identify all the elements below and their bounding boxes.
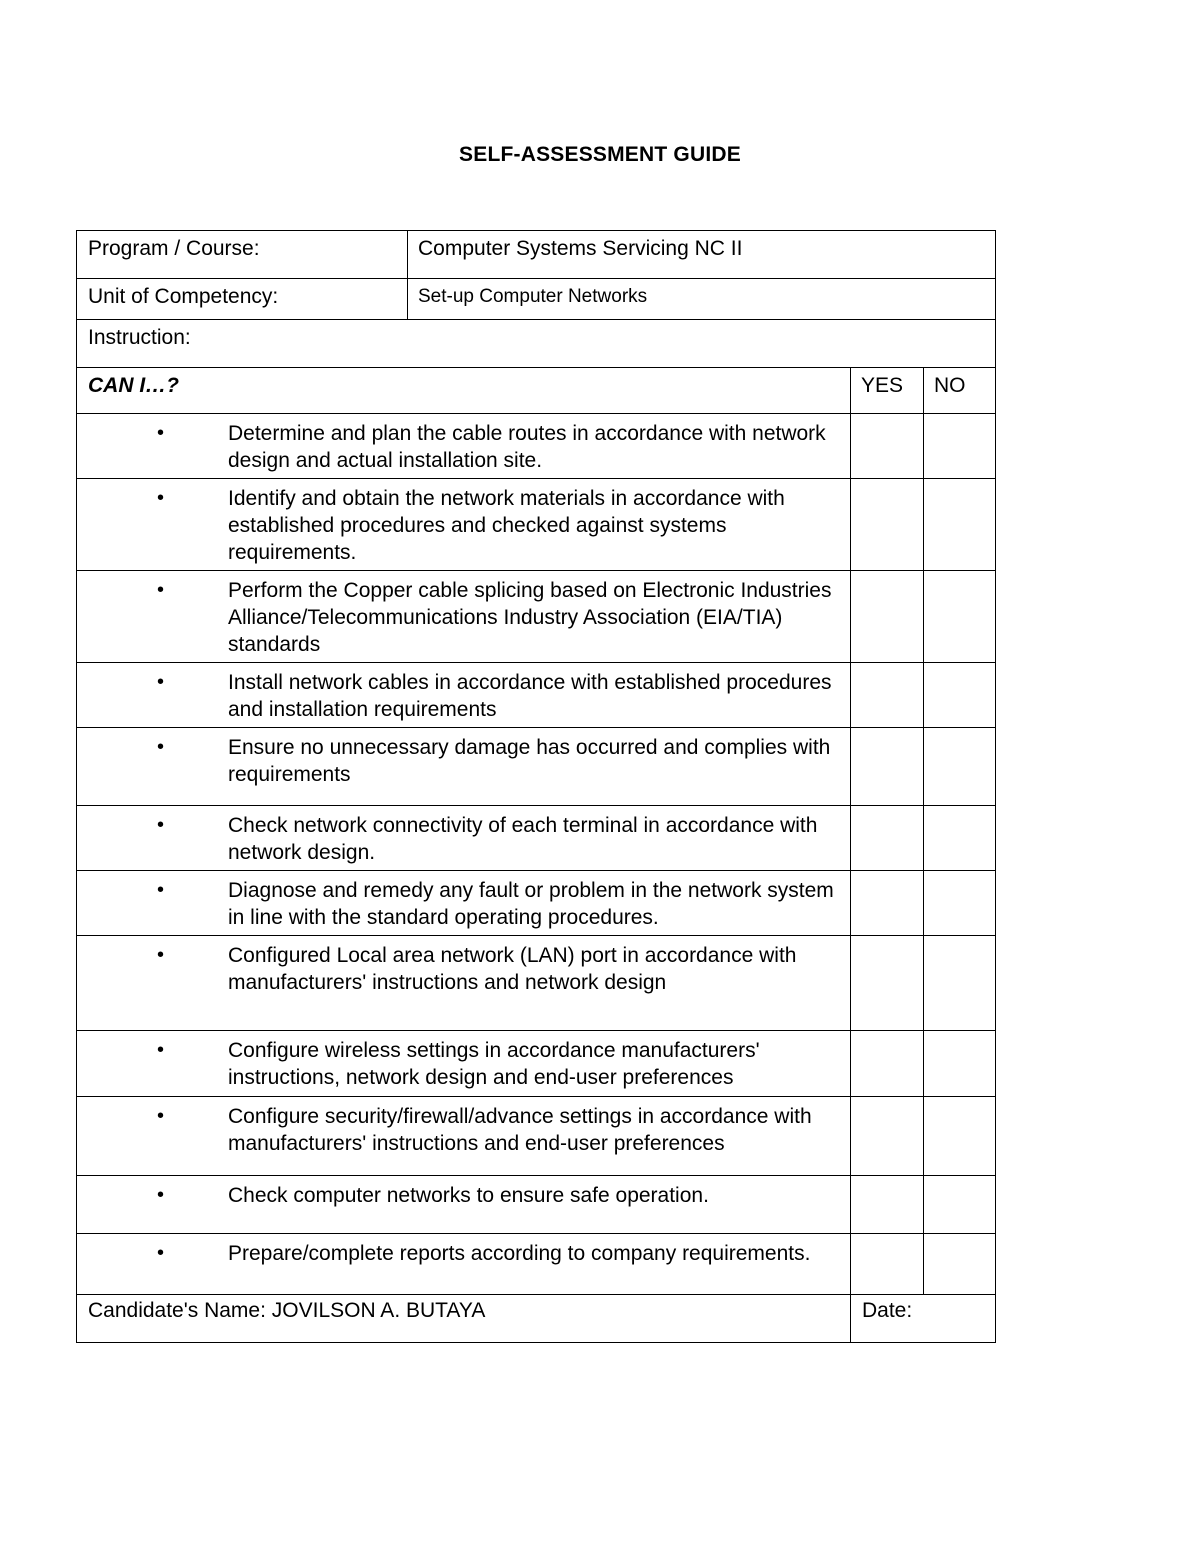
checklist-row — [77, 663, 996, 728]
bullet-icon: • — [157, 1039, 165, 1061]
checklist-item — [77, 806, 851, 871]
no-checkbox-cell[interactable] — [924, 663, 996, 728]
checklist-item-text: Configured Local area network (LAN) port in accordance with manufacturers' instructions and network design — [228, 944, 797, 994]
checklist-item — [77, 1176, 851, 1234]
checklist-item-text: Identify and obtain the network materials in accordance with established procedures and checked against systems requirements. — [228, 487, 785, 564]
checklist-item-text: Ensure no unnecessary damage has occurred and complies with requirements — [228, 736, 831, 786]
checklist-item — [77, 1097, 851, 1176]
no-checkbox-cell[interactable] — [924, 1176, 996, 1234]
checklist-item — [77, 414, 851, 479]
yes-checkbox-cell[interactable] — [851, 479, 924, 571]
bullet-icon: • — [157, 1105, 165, 1127]
unit-label: Unit of Competency: — [77, 279, 408, 320]
checklist-item — [77, 871, 851, 936]
checklist-item — [77, 571, 851, 663]
program-label: Program / Course: — [77, 231, 408, 279]
bullet-icon: • — [157, 487, 165, 509]
checklist-item-text: Check computer networks to ensure safe operation. — [228, 1184, 709, 1207]
checklist-row — [77, 936, 996, 1031]
checklist-row — [77, 414, 996, 479]
checklist-item-text: Check network connectivity of each terminal in accordance with network design. — [228, 814, 818, 864]
unit-row — [77, 279, 996, 320]
bullet-icon: • — [157, 1242, 165, 1264]
checklist-item — [77, 728, 851, 806]
yes-checkbox-cell[interactable] — [851, 571, 924, 663]
program-row — [77, 231, 996, 279]
yes-checkbox-cell[interactable] — [851, 1234, 924, 1295]
checklist-item-text: Configure security/firewall/advance settings in accordance with manufacturers' instructions and end-user preferences — [228, 1105, 812, 1155]
checklist-row — [77, 1176, 996, 1234]
no-checkbox-cell[interactable] — [924, 936, 996, 1031]
yes-checkbox-cell[interactable] — [851, 1176, 924, 1234]
no-checkbox-cell[interactable] — [924, 728, 996, 806]
checklist-row — [77, 871, 996, 936]
checklist-row — [77, 806, 996, 871]
no-checkbox-cell[interactable] — [924, 571, 996, 663]
checklist-row — [77, 1234, 996, 1295]
bullet-icon: • — [157, 814, 165, 836]
checklist-item-text: Perform the Copper cable splicing based on Electronic Industries Alliance/Telecommunications Industry Association (EIA/TIA) standards — [228, 579, 832, 656]
checklist-item — [77, 1031, 851, 1097]
checklist-row — [77, 571, 996, 663]
no-column-header: NO — [924, 368, 996, 414]
bullet-icon: • — [157, 579, 165, 601]
checklist-item-text: Prepare/complete reports according to company requirements. — [228, 1242, 811, 1265]
page-title: SELF-ASSESSMENT GUIDE — [459, 143, 741, 166]
program-value: Computer Systems Servicing NC II — [408, 231, 996, 279]
unit-value: Set-up Computer Networks — [408, 279, 996, 320]
checklist-item — [77, 936, 851, 1031]
checklist-row — [77, 728, 996, 806]
no-checkbox-cell[interactable] — [924, 414, 996, 479]
checklist-row — [77, 479, 996, 571]
bullet-icon: • — [157, 944, 165, 966]
can-i-label: CAN I…? — [77, 368, 851, 414]
no-checkbox-cell[interactable] — [924, 1234, 996, 1295]
instruction-label: Instruction: — [77, 320, 996, 368]
bullet-icon: • — [157, 422, 165, 444]
yes-checkbox-cell[interactable] — [851, 936, 924, 1031]
checklist-row — [77, 1031, 996, 1097]
bullet-icon: • — [157, 879, 165, 901]
instruction-row — [77, 320, 996, 368]
no-checkbox-cell[interactable] — [924, 1031, 996, 1097]
no-checkbox-cell[interactable] — [924, 479, 996, 571]
yes-checkbox-cell[interactable] — [851, 806, 924, 871]
yes-checkbox-cell[interactable] — [851, 728, 924, 806]
bullet-icon: • — [157, 671, 165, 693]
yes-checkbox-cell[interactable] — [851, 1097, 924, 1176]
checklist-item-text: Determine and plan the cable routes in accordance with network design and actual installation site. — [228, 422, 826, 472]
bullet-icon: • — [157, 736, 165, 758]
date-field[interactable]: Date: — [851, 1295, 996, 1343]
checklist-item-text: Diagnose and remedy any fault or problem in the network system in line with the standard operating procedures. — [228, 879, 834, 929]
bullet-icon: • — [157, 1184, 165, 1206]
checklist-item — [77, 479, 851, 571]
checklist-item — [77, 1234, 851, 1295]
checklist-item-text: Install network cables in accordance with established procedures and installation requirements — [228, 671, 832, 721]
self-assessment-table — [76, 230, 996, 1343]
yes-checkbox-cell[interactable] — [851, 871, 924, 936]
yes-column-header: YES — [851, 368, 924, 414]
checklist-item — [77, 663, 851, 728]
checklist-row — [77, 1097, 996, 1176]
candidate-name: Candidate's Name: JOVILSON A. BUTAYA — [77, 1295, 851, 1343]
yes-checkbox-cell[interactable] — [851, 663, 924, 728]
footer-row — [77, 1295, 996, 1343]
checklist-item-text: Configure wireless settings in accordance manufacturers' instructions, network design and end-user preferences — [228, 1039, 760, 1089]
question-header-row — [77, 368, 996, 414]
no-checkbox-cell[interactable] — [924, 806, 996, 871]
no-checkbox-cell[interactable] — [924, 871, 996, 936]
yes-checkbox-cell[interactable] — [851, 1031, 924, 1097]
no-checkbox-cell[interactable] — [924, 1097, 996, 1176]
yes-checkbox-cell[interactable] — [851, 414, 924, 479]
